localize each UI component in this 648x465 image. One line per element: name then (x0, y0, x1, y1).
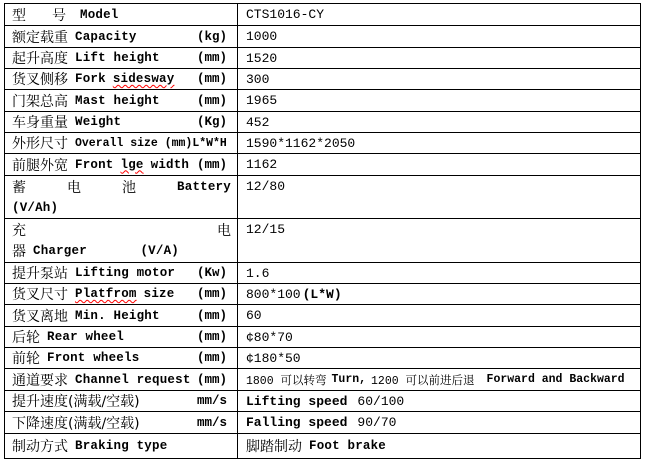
row-unit: (Kg) (196, 115, 227, 129)
row-value: 12/80 (246, 179, 286, 194)
row-unit: (mm) (196, 157, 227, 172)
row-label-cn: 下降速度(满载/空载) (12, 415, 140, 432)
row-label-cn2: 电 (67, 179, 82, 196)
row-label-en: Model (80, 7, 119, 22)
row-label-en: Front wheels (47, 351, 140, 365)
row-label-cn2: 电 (217, 223, 231, 239)
row-value: 90/70 (357, 415, 397, 430)
table-row-charger (5, 219, 641, 263)
row-label-cn: 额定载重 (12, 29, 68, 46)
row-label-en: Mast height (75, 93, 160, 108)
row-label-cn: 型 (12, 7, 26, 24)
table-row-braking-type (5, 434, 641, 459)
table-row-front-wheels (5, 348, 641, 369)
row-unit: (mm) (196, 308, 227, 323)
table-row-fork-sidesway (5, 69, 641, 90)
row-label-en: Capacity (75, 29, 137, 44)
row-label-cn: 货叉侧移 (12, 72, 68, 88)
table-row-overall-size (5, 133, 641, 154)
row-value-part: Forward and Backward (486, 373, 625, 386)
row-label-cn: 门架总高 (12, 93, 68, 110)
table-row-channel-request (5, 369, 641, 391)
row-label-cn: 外形尺寸 (12, 136, 68, 152)
row-unit: (mm) (196, 93, 227, 108)
row-label-cn3: 池 (122, 179, 137, 196)
table-row-weight (5, 112, 641, 133)
row-label-cn: 车身重量 (12, 115, 68, 131)
row-value: 1162 (246, 157, 278, 172)
row-label-cn: 货叉尺寸 (12, 287, 68, 303)
row-value-part: 1200 可以前进后退 (371, 374, 475, 388)
misspelled-word: lge (120, 157, 144, 172)
row-label-en: Min. Height (75, 308, 160, 323)
row-unit: (V/Ah) (12, 200, 59, 215)
table-row-battery (5, 176, 641, 219)
row-label-en: Fork (75, 72, 106, 86)
table-row-mast-height (5, 90, 641, 112)
row-label-en: Charger (33, 244, 87, 258)
table-row-lifting-speed (5, 391, 641, 412)
row-value: 1965 (246, 93, 278, 108)
table-row-capacity (5, 26, 641, 48)
row-unit: mm/s (196, 394, 227, 408)
row-label-cn: 前轮 (12, 351, 40, 367)
row-label-cn: 制动方式 (12, 439, 68, 455)
row-label-cn: 前腿外宽 (12, 157, 68, 174)
row-unit: (mm) (196, 287, 227, 301)
row-value: ¢80*70 (246, 329, 293, 345)
row-value: 800*100 (246, 286, 301, 302)
row-label-cn: 提升速度(满载/空载) (12, 394, 140, 410)
row-label-cn3: 器 (12, 244, 26, 260)
row-label-cn: 提升泵站 (12, 266, 68, 282)
row-unit: (mm) (196, 330, 227, 344)
table-row-model (5, 4, 641, 26)
row-value-label: Falling speed (246, 415, 348, 430)
row-unit: (mm) (196, 72, 227, 86)
table-row-rear-wheel (5, 327, 641, 348)
table-row-platform-size (5, 284, 641, 305)
table-row-lifting-motor (5, 263, 641, 284)
row-unit: (mm) (196, 351, 227, 365)
row-value-en: Foot brake (309, 439, 387, 453)
row-unit: (V/A) (140, 244, 179, 258)
row-label-en: Lifting motor (75, 266, 176, 280)
row-label-en: Weight (75, 115, 122, 129)
row-unit: (kg) (196, 29, 227, 44)
row-value-cn: 脚踏制动 (246, 439, 302, 455)
table-row-front-leg-width (5, 154, 641, 176)
row-label-cn: 充 (12, 223, 26, 239)
row-label-cn: 蓄 (12, 179, 26, 196)
row-label-cn: 起升高度 (12, 51, 68, 67)
row-value: 1000 (246, 29, 278, 44)
row-unit: (Kw) (196, 266, 227, 280)
row-label-en-post: width (150, 157, 190, 172)
row-value-suffix: (L*W) (302, 286, 342, 302)
row-unit: (mm) (196, 372, 227, 387)
row-value: 300 (246, 71, 270, 87)
row-value: CTS1016-CY (246, 7, 325, 22)
row-value-part: 1800 可以转弯 (246, 374, 327, 388)
row-label-en: Battery (177, 179, 231, 194)
spec-table (4, 3, 641, 459)
row-value: 452 (246, 114, 270, 130)
row-label-en: Channel request (75, 372, 191, 387)
row-label-en-post: size (143, 287, 175, 301)
row-label-en: Braking type (75, 439, 168, 453)
row-unit: mm/s (196, 415, 227, 430)
row-unit: (mm) (196, 51, 227, 65)
row-value-label: Lifting speed (246, 393, 348, 409)
misspelled-word: sidesway (112, 72, 175, 86)
row-label-en: Front (75, 157, 114, 172)
table-row-min-height (5, 305, 641, 327)
row-label-cn: 后轮 (12, 330, 40, 346)
row-value: 1590*1162*2050 (246, 135, 356, 151)
row-value: 1.6 (246, 265, 270, 281)
row-label-en: Lift height (75, 51, 160, 65)
row-value: 60 (246, 308, 262, 323)
row-label-en: Rear wheel (47, 330, 125, 344)
row-value: 12/15 (246, 222, 286, 237)
misspelled-word: Platfrom (75, 287, 137, 301)
table-row-lift-height (5, 48, 641, 69)
row-value: 60/100 (357, 393, 405, 409)
table-row-falling-speed (5, 412, 641, 434)
row-label-cn2: 号 (52, 7, 66, 24)
row-value: ¢180*50 (246, 350, 301, 366)
row-label-cn: 通道要求 (12, 372, 68, 389)
row-label-cn: 货叉离地 (12, 308, 68, 325)
row-value-part: Turn, (331, 373, 367, 386)
row-value: 1520 (246, 50, 278, 66)
row-label-en: Overall size (mm)L*W*H (75, 136, 227, 150)
